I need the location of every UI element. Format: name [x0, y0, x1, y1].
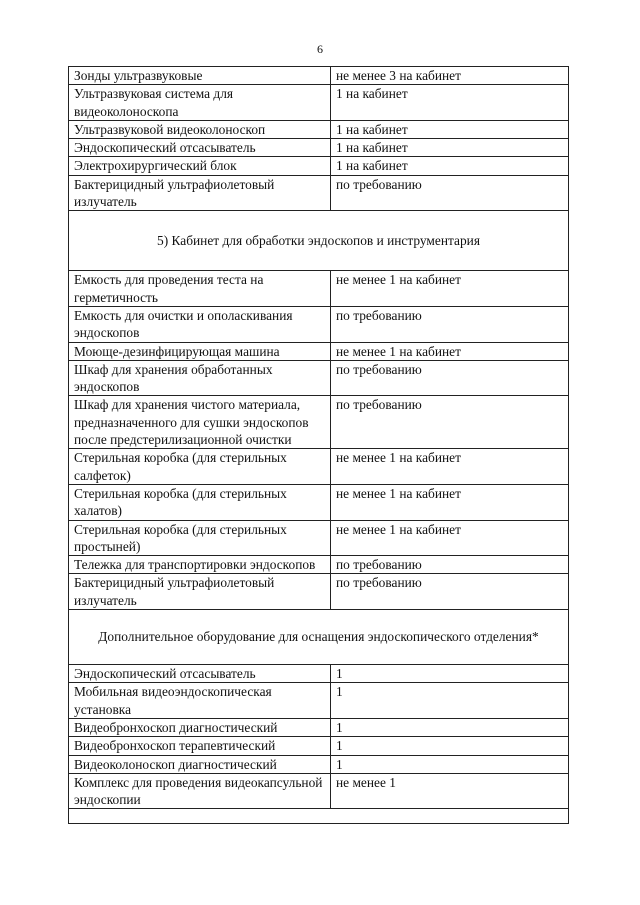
- equipment-name-cell: Ультразвуковой видеоколоноскоп: [69, 120, 331, 138]
- equipment-quantity-cell: не менее 1 на кабинет: [331, 484, 569, 520]
- equipment-name-cell: Стерильная коробка (для стерильных салфеток): [69, 449, 331, 485]
- equipment-quantity-cell: не менее 1 на кабинет: [331, 342, 569, 360]
- table-row: [69, 120, 569, 138]
- table-row: [69, 574, 569, 610]
- equipment-quantity-cell: не менее 1: [331, 773, 569, 809]
- equipment-table-body: [69, 67, 569, 824]
- table-row: [69, 718, 569, 736]
- equipment-quantity-cell: 1 на кабинет: [331, 85, 569, 121]
- equipment-name-cell: Емкость для проведения теста на герметичность: [69, 271, 331, 307]
- section-header-row: [69, 211, 569, 271]
- equipment-quantity-cell: 1: [331, 755, 569, 773]
- equipment-quantity-cell: 1 на кабинет: [331, 139, 569, 157]
- equipment-quantity-cell: 1: [331, 683, 569, 719]
- table-row: [69, 773, 569, 809]
- table-row: [69, 449, 569, 485]
- equipment-name-cell: Зонды ультразвуковые: [69, 67, 331, 85]
- equipment-name-cell: Мобильная видеоэндоскопическая установка: [69, 683, 331, 719]
- table-row: [69, 67, 569, 85]
- table-row: [69, 85, 569, 121]
- table-row: [69, 755, 569, 773]
- equipment-quantity-cell: не менее 1 на кабинет: [331, 449, 569, 485]
- equipment-quantity-cell: по требованию: [331, 556, 569, 574]
- equipment-name-cell: Видеоколоноскоп диагностический: [69, 755, 331, 773]
- equipment-name-cell: Видеобронхоскоп диагностический: [69, 718, 331, 736]
- equipment-name-cell: Бактерицидный ультрафиолетовый излучатель: [69, 574, 331, 610]
- equipment-quantity-cell: 1: [331, 737, 569, 755]
- equipment-name-cell: Бактерицидный ультрафиолетовый излучатель: [69, 175, 331, 211]
- equipment-name-cell: Тележка для транспортировки эндоскопов: [69, 556, 331, 574]
- equipment-name-cell: Моюще-дезинфицирующая машина: [69, 342, 331, 360]
- table-row: [69, 157, 569, 175]
- equipment-name-cell: Эндоскопический отсасыватель: [69, 665, 331, 683]
- equipment-name-cell: Видеобронхоскоп терапевтический: [69, 737, 331, 755]
- equipment-name-cell: Стерильная коробка (для стерильных простыней): [69, 520, 331, 556]
- section-title: 5) Кабинет для обработки эндоскопов и инструментария: [69, 211, 569, 271]
- table-row: [69, 683, 569, 719]
- equipment-quantity-cell: не менее 1 на кабинет: [331, 271, 569, 307]
- equipment-quantity-cell: 1 на кабинет: [331, 120, 569, 138]
- table-row: [69, 556, 569, 574]
- equipment-quantity-cell: не менее 1 на кабинет: [331, 520, 569, 556]
- equipment-quantity-cell: по требованию: [331, 175, 569, 211]
- equipment-name-cell: Шкаф для хранения чистого материала, предназначенного для сушки эндоскопов после предстерилизационной очистки: [69, 396, 331, 449]
- equipment-name-cell: Электрохирургический блок: [69, 157, 331, 175]
- equipment-quantity-cell: по требованию: [331, 360, 569, 396]
- table-row: [69, 271, 569, 307]
- equipment-name-cell: Стерильная коробка (для стерильных халатов): [69, 484, 331, 520]
- equipment-quantity-cell: не менее 3 на кабинет: [331, 67, 569, 85]
- equipment-quantity-cell: по требованию: [331, 574, 569, 610]
- section-header-row: [69, 610, 569, 665]
- page-number: 6: [317, 42, 323, 56]
- empty-row: [69, 809, 569, 824]
- table-row: [69, 342, 569, 360]
- table-row: [69, 665, 569, 683]
- table-row: [69, 520, 569, 556]
- equipment-name-cell: Ультразвуковая система для видеоколоноскопа: [69, 85, 331, 121]
- equipment-name-cell: Эндоскопический отсасыватель: [69, 139, 331, 157]
- table-row: [69, 360, 569, 396]
- equipment-table: [68, 66, 569, 824]
- table-row: [69, 737, 569, 755]
- equipment-quantity-cell: по требованию: [331, 396, 569, 449]
- table-row: [69, 396, 569, 449]
- table-row: [69, 175, 569, 211]
- table-row: [69, 484, 569, 520]
- equipment-quantity-cell: по требованию: [331, 306, 569, 342]
- empty-cell: [69, 809, 569, 824]
- table-row: [69, 139, 569, 157]
- equipment-quantity-cell: 1: [331, 718, 569, 736]
- table-row: [69, 306, 569, 342]
- equipment-name-cell: Шкаф для хранения обработанных эндоскопов: [69, 360, 331, 396]
- equipment-name-cell: Комплекс для проведения видеокапсульной эндоскопии: [69, 773, 331, 809]
- equipment-quantity-cell: 1: [331, 665, 569, 683]
- equipment-quantity-cell: 1 на кабинет: [331, 157, 569, 175]
- section-title: Дополнительное оборудование для оснащения эндоскопического отделения*: [69, 610, 569, 665]
- equipment-name-cell: Емкость для очистки и ополаскивания эндоскопов: [69, 306, 331, 342]
